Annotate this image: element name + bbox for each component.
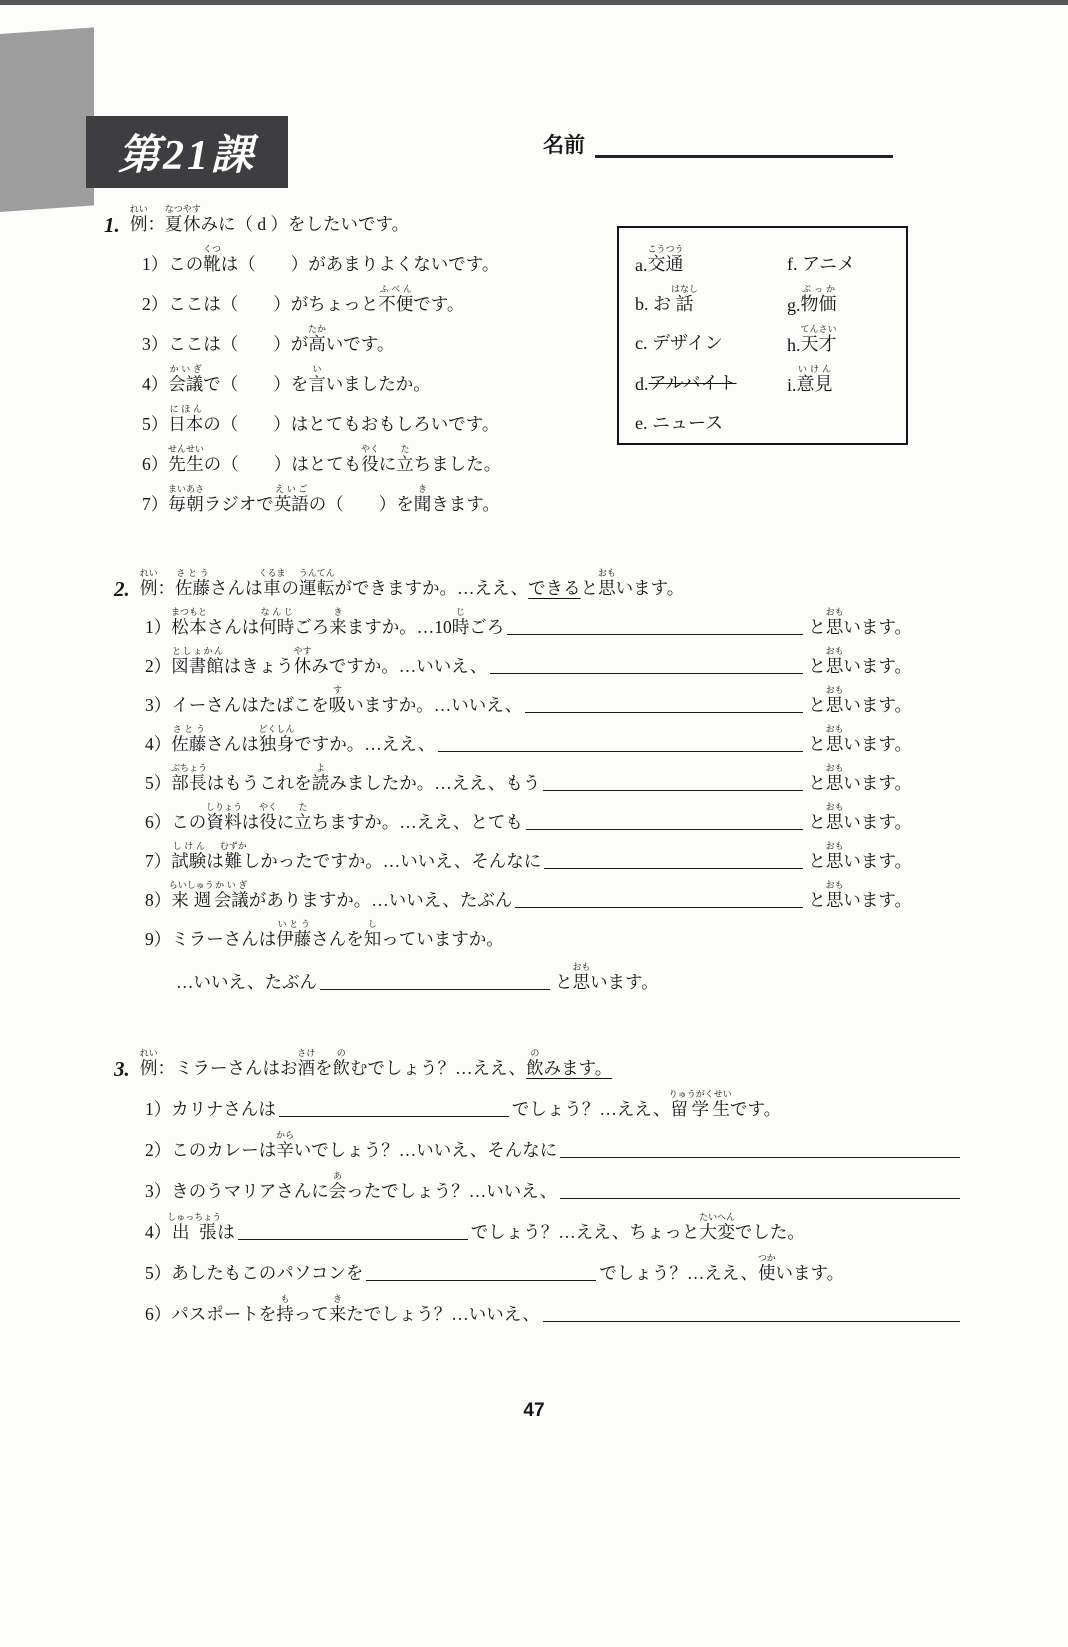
exercise-2-item-4 [145, 717, 912, 756]
answer-blank [438, 751, 803, 752]
exercise-1-item-1 [142, 236, 501, 276]
name-blank-line [595, 132, 893, 158]
answer-blank [544, 868, 803, 869]
item-question: 2）図書館としょかんはきょう休やすみですか。…いいえ、 [145, 646, 488, 676]
answer-blank [320, 989, 550, 990]
item-text: 4）会議かいぎで（ ）を言いいましたか。 [142, 364, 431, 394]
exercise-3-item-6 [145, 1285, 963, 1326]
item-tail: と思おもいます。 [808, 841, 912, 871]
item-question: 5）部長ぶちょうはもうこれを読よみましたか。…ええ、もう [145, 763, 541, 793]
exercise-2-number: 2. [114, 577, 130, 601]
exercise-3-item-2 [145, 1121, 963, 1162]
exercise-3 [114, 1036, 963, 1326]
item-text: 1）この靴くつは（ ）があまりよくないです。 [142, 244, 500, 274]
exercise-1-item-3 [142, 316, 501, 356]
item-text: 2）ここは（ ）がちょっと不便ふべんです。 [142, 284, 465, 314]
item-tail: と思おもいます。 [808, 802, 912, 832]
item-question: 5）あしたもこのパソコンを [145, 1263, 364, 1283]
item-tail: と思おもいます。 [808, 763, 912, 793]
answer-blank [507, 634, 803, 635]
option-a: a. 交通こうつう [635, 243, 684, 275]
exercise-3-item-4 [145, 1203, 963, 1244]
exercise-2-example: 例れい：佐藤さとうさんは車くるまの運転うんてんができますか。…ええ、 [139, 568, 529, 598]
item-tail: と思おもいます。 [808, 685, 912, 715]
exercise-3-example-row [114, 1036, 963, 1080]
exercise-3-item-5 [145, 1244, 963, 1285]
lesson-title-tab [86, 116, 288, 188]
exercise-2-example-row [114, 556, 912, 600]
lesson-title: 第21課 [117, 133, 256, 179]
example-answer: 飲のみます。 [526, 1048, 613, 1078]
item-question: 3）きのうマリアさんに会あったでしょう？…いいえ、 [145, 1171, 558, 1201]
answer-blank [543, 1321, 960, 1322]
option-b: b. お 話はなし [635, 283, 699, 314]
answer-blank [490, 673, 803, 674]
item-text: 3）ここは（ ）が高たかいです。 [142, 324, 395, 354]
example-tail: と思おもいます。 [580, 568, 685, 598]
answer-blank [560, 1157, 960, 1158]
item-tail: と思おもいます。 [808, 646, 912, 676]
name-label: 名前 [543, 133, 585, 157]
name-field [543, 132, 893, 158]
item-question: 9）ミラーさんは伊藤いとうさんを知しっていますか。 [145, 919, 504, 949]
answer-blank [279, 1116, 509, 1117]
item-question: 8）来週らいしゅう会議かいぎがありますか。…いいえ、たぶん [145, 880, 513, 910]
exercise-2-item-8 [145, 873, 912, 912]
exercise-1 [104, 196, 501, 516]
item-tail: と思おもいます。 [555, 962, 659, 992]
answer-blank [366, 1280, 596, 1281]
answer-blank [525, 712, 803, 713]
item-text: 6）先生せんせいの（ ）はとても役やくに立たちました。 [142, 444, 502, 474]
options-column-right [787, 236, 900, 435]
item-question: 1）松本まつもとさんは何時なんじごろ来きますか。…10時じごろ [145, 607, 505, 637]
option-g: g. 物価ぶっか [787, 284, 837, 315]
item-tail: と思おもいます。 [808, 607, 912, 637]
item-question: 4）出張しゅっちょうは [145, 1212, 235, 1242]
option-c: c. デザイン [635, 333, 723, 354]
exercise-1-item-7 [142, 476, 501, 516]
exercise-2-item-9-answer-line [176, 951, 912, 994]
option-f: f. アニメ [787, 254, 856, 274]
item-question: 6）この資料しりょうは役やくに立たちますか。…ええ、とても [145, 802, 523, 832]
answer-blank [526, 829, 804, 830]
item-question: 2）このカレーは辛からいでしょう？…いいえ、そんなに [145, 1130, 558, 1160]
item-question: …いいえ、たぶん [176, 972, 318, 992]
item-question: 4）佐藤さとうさんは独身どくしんですか。…ええ、 [145, 724, 436, 754]
answer-blank [543, 790, 803, 791]
exercise-2-item-9 [145, 912, 912, 951]
item-tail: と思おもいます。 [808, 880, 912, 910]
item-tail: と思おもいます。 [808, 724, 912, 754]
exercise-1-item-4 [142, 356, 501, 396]
exercise-2-item-1 [145, 600, 912, 639]
item-question: 1）カリナさんは [145, 1099, 276, 1119]
exercise-3-item-1 [145, 1080, 963, 1121]
item-text: 5）日本にほんの（ ）はとてもおもしろいです。 [142, 404, 500, 434]
exercise-2-item-7 [145, 834, 912, 873]
exercise-2 [114, 556, 912, 994]
exercise-2-item-5 [145, 756, 912, 795]
page-number: 47 [523, 1400, 545, 1421]
answer-options-box [617, 226, 908, 445]
item-text: 7）毎朝まいあさラジオで英語えいごの（ ）を聞ききます。 [142, 484, 500, 514]
item-question: 6）パスポートを持もって来きたでしょう？…いいえ、 [145, 1294, 540, 1324]
exercise-1-item-5 [142, 396, 501, 436]
answer-blank [515, 907, 803, 908]
item-rest: でしょう？…ええ、ちょっと大変たいへんでした。 [470, 1212, 805, 1242]
exercise-2-item-6 [145, 795, 912, 834]
answer-blank [560, 1198, 960, 1199]
exercise-1-example: 例れい：夏休なつやすみに（ d ）をしたいです。 [129, 204, 410, 234]
exercise-2-item-2 [145, 639, 912, 678]
exercise-1-item-6 [142, 436, 501, 476]
answer-blank [238, 1239, 468, 1240]
page-corner-shadow [0, 27, 94, 212]
exercise-3-number: 3. [114, 1057, 130, 1081]
exercise-2-item-3 [145, 678, 912, 717]
exercise-3-item-3 [145, 1162, 963, 1203]
option-e: e. ニュース [635, 412, 724, 433]
exercise-1-item-2 [142, 276, 501, 316]
option-i: i. 意見いけん [787, 364, 833, 395]
item-question: 7）試験しけんは難むずかしかったですか。…いいえ、そんなに [145, 841, 542, 871]
exercise-1-example-row [104, 196, 501, 236]
item-question: 3）イーさんはたばこを吸すいますか。…いいえ、 [145, 685, 523, 715]
exercise-3-example: 例れい：ミラーさんはお酒さけを飲のむでしょう？…ええ、 [139, 1048, 527, 1078]
scan-top-edge [0, 0, 1068, 5]
item-rest: でしょう？…ええ、使つかいます。 [599, 1253, 845, 1283]
option-h: h. 天才てんさい [787, 324, 837, 355]
options-column-left [635, 236, 787, 435]
exercise-1-number: 1. [104, 213, 120, 237]
item-rest: でしょう？…ええ、留学生りゅうがくせいです。 [511, 1089, 782, 1119]
option-d: d. アルバイト [635, 373, 737, 395]
example-answer: できる [528, 578, 581, 598]
